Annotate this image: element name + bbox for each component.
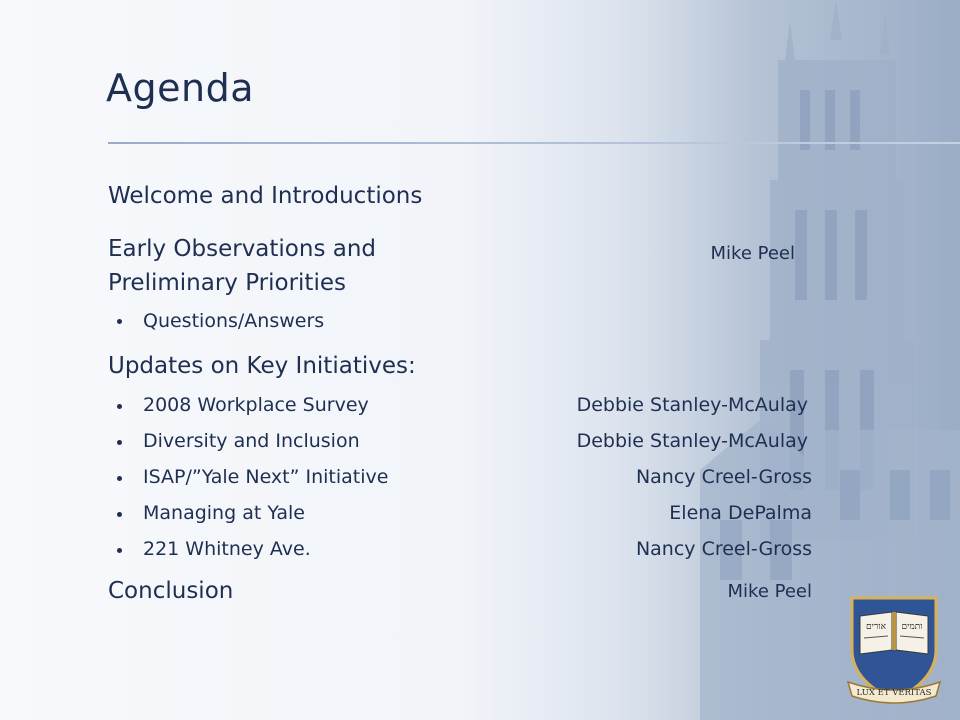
presenter-mike-peel: Mike Peel xyxy=(727,581,812,602)
agenda-subitem-diversity-inclusion: Diversity and Inclusion xyxy=(143,430,360,452)
agenda-subitem-questions-answers: Questions/Answers xyxy=(143,310,325,332)
agenda-item-updates: Updates on Key Initiatives: xyxy=(108,353,416,379)
title-divider xyxy=(108,142,960,144)
presenter-mike-peel: Mike Peel xyxy=(710,243,795,264)
bullet-icon xyxy=(117,512,122,517)
slide-title: Agenda xyxy=(106,66,254,110)
book-hebrew-text-left: אורים xyxy=(865,622,887,632)
presenter-debbie-stanley-mcaulay: Debbie Stanley-McAulay xyxy=(576,394,808,416)
agenda-item-conclusion: Conclusion xyxy=(108,578,234,604)
agenda-subitem-managing-at-yale: Managing at Yale xyxy=(143,502,305,524)
agenda-subitem-isap-yale-next: ISAP/”Yale Next” Initiative xyxy=(143,466,389,488)
yale-shield-logo xyxy=(846,594,942,710)
bullet-icon xyxy=(117,476,122,481)
agenda-item-early-observations-line1: Early Observations and xyxy=(108,236,377,262)
agenda-subitem-221-whitney-ave: 221 Whitney Ave. xyxy=(143,538,311,560)
presenter-nancy-creel-gross: Nancy Creel-Gross xyxy=(635,466,812,488)
agenda-item-welcome: Welcome and Introductions xyxy=(108,183,423,209)
bullet-icon xyxy=(117,404,122,409)
bullet-icon xyxy=(117,319,122,324)
motto-text: LUX ET VERITAS xyxy=(856,688,932,698)
agenda-item-early-observations-line2: Preliminary Priorities xyxy=(108,270,346,296)
presenter-debbie-stanley-mcaulay: Debbie Stanley-McAulay xyxy=(576,430,808,452)
bullet-icon xyxy=(117,440,122,445)
book-hebrew-text-right: ותמים xyxy=(901,622,923,632)
presenter-nancy-creel-gross: Nancy Creel-Gross xyxy=(635,538,812,560)
agenda-subitem-workplace-survey: 2008 Workplace Survey xyxy=(143,394,369,416)
presenter-elena-depalma: Elena DePalma xyxy=(669,502,812,524)
bullet-icon xyxy=(117,548,122,553)
